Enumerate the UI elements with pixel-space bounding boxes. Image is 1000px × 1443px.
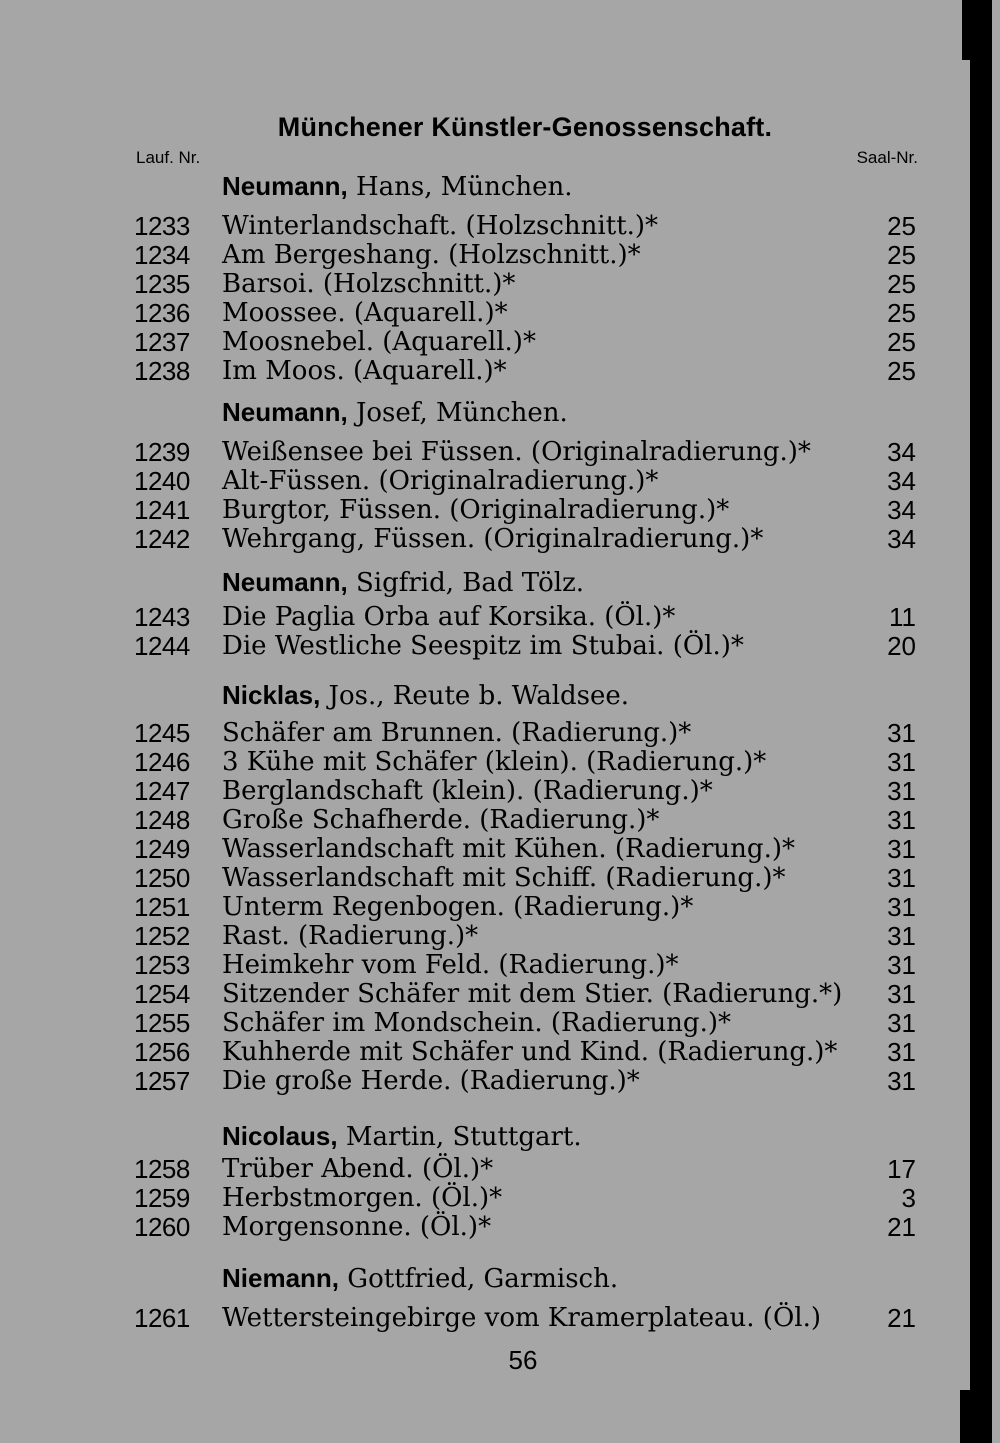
entry-number: 1233: [134, 211, 190, 241]
catalog-entry: [0, 804, 958, 836]
entry-room-number: 34: [887, 437, 916, 467]
entry-title: 3 Kühe mit Schäfer (klein). (Radierung.)*: [222, 747, 767, 777]
entry-number: 1245: [134, 718, 190, 748]
entry-room-number: 25: [887, 240, 916, 270]
spine-shadow: [970, 0, 992, 1443]
artist-surname: Nicolaus,: [222, 1121, 338, 1151]
entry-number: 1240: [134, 466, 190, 496]
catalog-entry: [0, 1211, 958, 1243]
entry-title: Unterm Regenbogen. (Radierung.)*: [222, 892, 694, 922]
entry-number: 1256: [134, 1037, 190, 1067]
catalog-entry: [0, 1007, 958, 1039]
artist-name-location: Hans, München.: [347, 172, 573, 202]
entry-title: Berglandschaft (klein). (Radierung.)*: [222, 776, 713, 806]
entry-number: 1248: [134, 805, 190, 835]
catalog-entry: [0, 1065, 958, 1097]
artist-name-location: Josef, München.: [347, 398, 568, 428]
entry-title: Rast. (Radierung.)*: [222, 921, 479, 951]
catalog-entry: [0, 949, 958, 981]
entry-number: 1237: [134, 327, 190, 357]
entry-title: Trüber Abend. (Öl.)*: [222, 1154, 494, 1184]
catalog-entry: [0, 268, 958, 300]
entry-number: 1239: [134, 437, 190, 467]
entry-number: 1242: [134, 524, 190, 554]
entry-number: 1260: [134, 1212, 190, 1242]
entry-number: 1254: [134, 979, 190, 1009]
entry-title: Wettersteingebirge vom Kramerplateau. (Öl.): [222, 1303, 821, 1333]
artist-heading: [222, 1120, 582, 1153]
catalog-entry: [0, 494, 958, 526]
entry-number: 1246: [134, 747, 190, 777]
entry-number: 1249: [134, 834, 190, 864]
entry-title: Alt-Füssen. (Originalradierung.)*: [222, 466, 659, 496]
entry-number: 1261: [134, 1303, 190, 1333]
entry-number: 1253: [134, 950, 190, 980]
entry-title: Schäfer am Brunnen. (Radierung.)*: [222, 718, 692, 748]
page-header-title: Münchener Künstler-Genossenschaft.: [277, 112, 773, 142]
catalog-entry: [0, 833, 958, 865]
entry-room-number: 25: [887, 356, 916, 386]
entry-room-number: 31: [887, 1008, 916, 1038]
entry-title: Die große Herde. (Radierung.)*: [222, 1066, 640, 1096]
entry-number: 1251: [134, 892, 190, 922]
catalog-entry: [0, 920, 958, 952]
artist-heading: [222, 566, 584, 599]
entry-room-number: 21: [887, 1212, 916, 1242]
catalog-entry: [0, 862, 958, 894]
entry-room-number: 31: [887, 979, 916, 1009]
entry-title: Burgtor, Füssen. (Originalradierung.)*: [222, 495, 730, 525]
entry-room-number: 34: [887, 524, 916, 554]
artist-name-location: Sigfrid, Bad Tölz.: [347, 568, 585, 598]
catalog-entry: [0, 436, 958, 468]
entry-number: 1257: [134, 1066, 190, 1096]
entry-title: Im Moos. (Aquarell.)*: [222, 356, 507, 386]
entry-number: 1234: [134, 240, 190, 270]
catalog-entry: [0, 601, 958, 633]
entry-title: Am Bergeshang. (Holzschnitt.)*: [222, 240, 641, 270]
entry-title: Wasserlandschaft mit Schiff. (Radierung.)*: [222, 863, 786, 893]
entry-room-number: 31: [887, 1037, 916, 1067]
catalog-entry: [0, 978, 958, 1010]
catalog-entry: [0, 717, 958, 749]
entry-title: Barsoi. (Holzschnitt.)*: [222, 269, 516, 299]
entry-room-number: 25: [887, 211, 916, 241]
entry-title: Moosnebel. (Aquarell.)*: [222, 327, 536, 357]
entry-number: 1236: [134, 298, 190, 328]
entry-room-number: 34: [887, 495, 916, 525]
artist-heading: [222, 679, 629, 712]
column-header-saal-nr: Saal-Nr.: [856, 148, 918, 167]
entry-title: Sitzender Schäfer mit dem Stier. (Radierung.*): [222, 979, 843, 1009]
artist-surname: Neumann,: [222, 397, 348, 427]
entry-room-number: 17: [887, 1154, 916, 1184]
catalog-entry: [0, 239, 958, 271]
entry-number: 1247: [134, 776, 190, 806]
entry-room-number: 31: [887, 834, 916, 864]
entry-room-number: 31: [887, 892, 916, 922]
entry-title: Wehrgang, Füssen. (Originalradierung.)*: [222, 524, 764, 554]
entry-room-number: 34: [887, 466, 916, 496]
entry-title: Kuhherde mit Schäfer und Kind. (Radierung.)*: [222, 1037, 838, 1067]
entry-room-number: 21: [887, 1303, 916, 1333]
entry-number: 1250: [134, 863, 190, 893]
artist-heading: [222, 396, 568, 429]
entry-number: 1243: [134, 602, 190, 632]
catalog-entry: [0, 891, 958, 923]
entry-room-number: 11: [889, 602, 916, 632]
entry-room-number: 25: [887, 269, 916, 299]
entry-title: Herbstmorgen. (Öl.)*: [222, 1183, 503, 1213]
entry-title: Moossee. (Aquarell.)*: [222, 298, 508, 328]
entry-number: 1252: [134, 921, 190, 951]
entry-number: 1235: [134, 269, 190, 299]
entry-room-number: 3: [901, 1183, 916, 1213]
entry-room-number: 31: [887, 805, 916, 835]
catalog-entry: [0, 465, 958, 497]
entry-room-number: 31: [887, 747, 916, 777]
entry-room-number: 31: [887, 718, 916, 748]
spine-edge-bottom: [960, 1390, 972, 1443]
artist-surname: Niemann,: [222, 1263, 340, 1293]
catalog-entry: [0, 523, 958, 555]
catalog-entry: [0, 1036, 958, 1068]
entry-title: Weißensee bei Füssen. (Originalradierung.)*: [222, 437, 811, 467]
entry-room-number: 31: [887, 950, 916, 980]
artist-surname: Neumann,: [222, 171, 348, 201]
entry-room-number: 31: [887, 776, 916, 806]
artist-name-location: Martin, Stuttgart.: [337, 1122, 582, 1152]
entry-title: Die Paglia Orba auf Korsika. (Öl.)*: [222, 602, 676, 632]
entry-room-number: 25: [887, 298, 916, 328]
entry-title: Morgensonne. (Öl.)*: [222, 1212, 492, 1242]
entry-number: 1244: [134, 631, 190, 661]
entry-title: Winterlandschaft. (Holzschnitt.)*: [222, 211, 659, 241]
catalog-entry: [0, 1182, 958, 1214]
entry-title: Schäfer im Mondschein. (Radierung.)*: [222, 1008, 731, 1038]
entry-title: Die Westliche Seespitz im Stubai. (Öl.)*: [222, 631, 744, 661]
entry-room-number: 20: [887, 631, 916, 661]
catalog-entry: [0, 210, 958, 242]
entry-title: Wasserlandschaft mit Kühen. (Radierung.)*: [222, 834, 795, 864]
catalog-entry: [0, 1153, 958, 1185]
artist-surname: Nicklas,: [222, 680, 321, 710]
entry-number: 1258: [134, 1154, 190, 1184]
column-header-lauf-nr: Lauf. Nr.: [136, 148, 201, 167]
entry-room-number: 25: [887, 327, 916, 357]
page-number: 56: [508, 1345, 538, 1375]
catalog-entry: [0, 355, 958, 387]
spine-edge-top: [962, 0, 972, 60]
entry-room-number: 31: [887, 1066, 916, 1096]
artist-name-location: Jos., Reute b. Waldsee.: [320, 681, 630, 711]
entry-room-number: 31: [887, 921, 916, 951]
catalog-entry: [0, 630, 958, 662]
entry-title: Große Schafherde. (Radierung.)*: [222, 805, 660, 835]
entry-title: Heimkehr vom Feld. (Radierung.)*: [222, 950, 679, 980]
artist-heading: [222, 1262, 618, 1295]
entry-room-number: 31: [887, 863, 916, 893]
catalog-entry: [0, 1302, 958, 1334]
artist-name-location: Gottfried, Garmisch.: [339, 1264, 619, 1294]
catalog-entry: [0, 775, 958, 807]
entry-number: 1255: [134, 1008, 190, 1038]
artist-surname: Neumann,: [222, 567, 348, 597]
catalog-entry: [0, 746, 958, 778]
catalog-entry: [0, 297, 958, 329]
entry-number: 1259: [134, 1183, 190, 1213]
artist-heading: [222, 170, 573, 203]
entry-number: 1238: [134, 356, 190, 386]
catalog-entry: [0, 326, 958, 358]
entry-number: 1241: [134, 495, 190, 525]
